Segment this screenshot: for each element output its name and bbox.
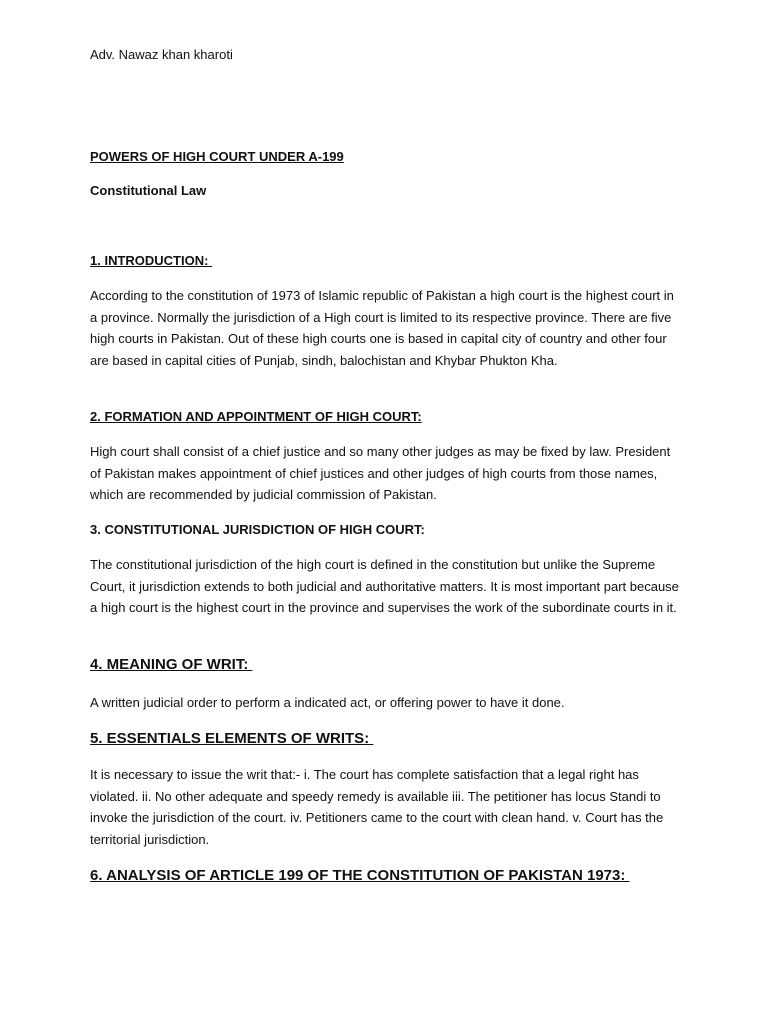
section-paragraph-jurisdiction: The constitutional jurisdiction of the high court is defined in the constitution but unlike the Supreme Court, it jurisdiction extends to both judicial and authoritative matters. It is most important part because a high court is the highest court in the province and supervises the work of the subordinate courts in it.	[90, 557, 679, 615]
section-heading-jurisdiction: 3. CONSTITUTIONAL JURISDICTION OF HIGH COURT:	[90, 522, 425, 537]
section-heading-meaning-of-writ: 4. MEANING OF WRIT:	[90, 656, 253, 673]
section-paragraph-introduction: According to the constitution of 1973 of Islamic republic of Pakistan a high court is the highest court in a province. Normally the jurisdiction of a High court is limited to its respective province. There are five high courts in Pakistan. Out of these high courts one is based in capital city of country and other four are based in capital cities of Punjab, sindh, balochistan and Khybar Phukton Kha.	[90, 288, 674, 368]
document-title: POWERS OF HIGH COURT UNDER A-199	[90, 149, 344, 164]
section-heading-introduction: 1. INTRODUCTION:	[90, 253, 213, 268]
section-paragraph-essential-elements: It is necessary to issue the writ that:- i. The court has complete satisfaction that a legal right has violated. ii. No other adequate and speedy remedy is available iii. The petitioner has locus Standi to invoke the jurisdiction of the court. iv. Petitioners came to the court with clean hand. v. Court has the territorial jurisdiction.	[90, 767, 664, 847]
section-heading-formation: 2. FORMATION AND APPOINTMENT OF HIGH COURT:	[90, 409, 422, 424]
section-heading-essential-elements: 5. ESSENTIALS ELEMENTS OF WRITS:	[90, 730, 374, 747]
document-subtitle: Constitutional Law	[90, 183, 207, 198]
author-name: Adv. Nawaz khan kharoti	[90, 47, 233, 62]
section-paragraph-formation: High court shall consist of a chief justice and so many other judges as may be fixed by law. President of Pakistan makes appointment of chief justices and other judges of high courts from those names, which are recommended by judicial commission of Pakistan.	[90, 444, 671, 502]
section-heading-analysis-article-199: 6. ANALYSIS OF ARTICLE 199 OF THE CONSTITUTION OF PAKISTAN 1973:	[90, 867, 630, 884]
section-paragraph-meaning-of-writ: A written judicial order to perform a indicated act, or offering power to have it done.	[90, 695, 565, 710]
